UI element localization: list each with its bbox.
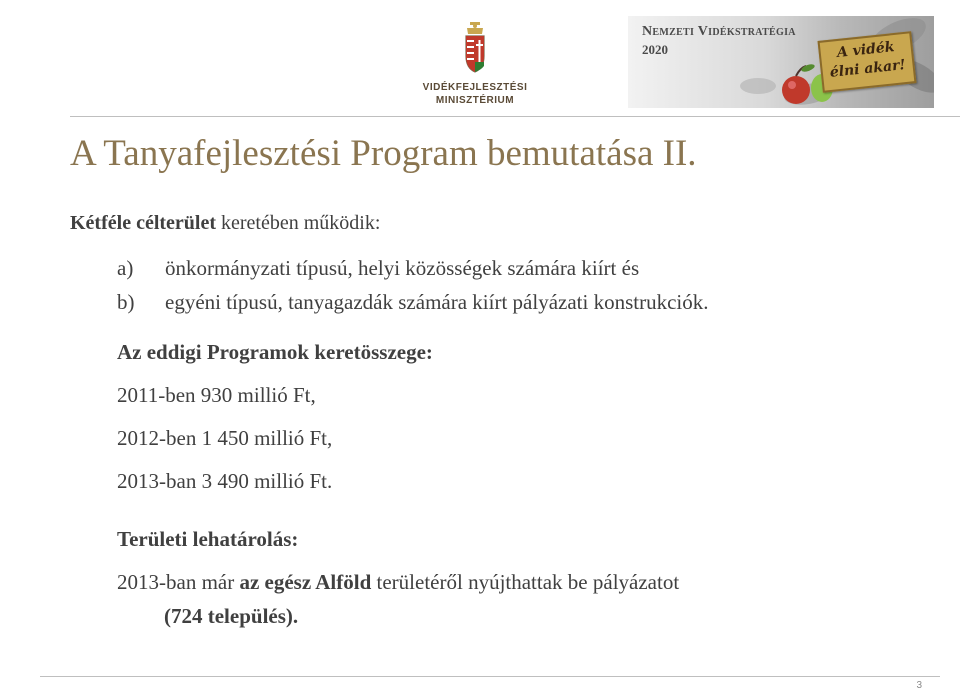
fund-line: 2012-ben 1 450 millió Ft, bbox=[117, 426, 333, 450]
area-text-bold: az egész Alföld bbox=[239, 570, 372, 594]
area-text-post: területéről nyújthattak be pályázatot bbox=[371, 570, 680, 594]
intro-text bbox=[70, 213, 380, 233]
header-divider bbox=[70, 116, 960, 117]
slide-title: A Tanyafejlesztési Program bemutatása II. bbox=[70, 133, 697, 174]
hungarian-coat-of-arms-icon bbox=[463, 22, 487, 74]
intro-bold-text: Kétféle célterület bbox=[70, 212, 217, 234]
ministry-logo bbox=[420, 22, 530, 108]
list-item-marker: a) bbox=[117, 256, 134, 280]
ministry-name-line-1: VIDÉKFEJLESZTÉSI bbox=[422, 82, 528, 93]
sign-line-1: A vidék bbox=[836, 39, 896, 62]
area-text-line-2: (724 település). bbox=[164, 604, 299, 628]
page-number: 3 bbox=[916, 680, 922, 691]
area-heading: Területi lehatárolás: bbox=[117, 527, 299, 551]
list-item bbox=[117, 292, 708, 313]
area-text bbox=[117, 572, 679, 593]
banner-year: 2020 bbox=[642, 42, 668, 57]
strategy-banner bbox=[628, 16, 934, 108]
intro-rest-text: keretében működik: bbox=[216, 212, 381, 234]
area-text-pre: 2013-ban már bbox=[117, 570, 240, 594]
list-item-text: egyéni típusú, tanyagazdák számára kiírt pályázati konstrukciók. bbox=[165, 290, 709, 314]
fund-line: 2011-ben 930 millió Ft, bbox=[117, 383, 316, 407]
fund-line: 2013-ban 3 490 millió Ft. bbox=[117, 469, 333, 493]
footer-divider bbox=[40, 676, 940, 677]
ministry-name-line-2: MINISZTÉRIUM bbox=[435, 95, 515, 106]
list-item bbox=[117, 258, 639, 279]
banner-title: Nemzeti Vidékstratégia bbox=[642, 24, 796, 39]
funds-heading: Az eddigi Programok keretösszege: bbox=[117, 340, 433, 364]
apple-icon bbox=[782, 76, 810, 104]
banner-sign bbox=[818, 31, 917, 93]
list-item-marker: b) bbox=[117, 290, 135, 314]
list-item-text: önkormányzati típusú, helyi közösségek számára kiírt és bbox=[165, 256, 640, 280]
sign-line-2: élni akar! bbox=[829, 57, 907, 81]
